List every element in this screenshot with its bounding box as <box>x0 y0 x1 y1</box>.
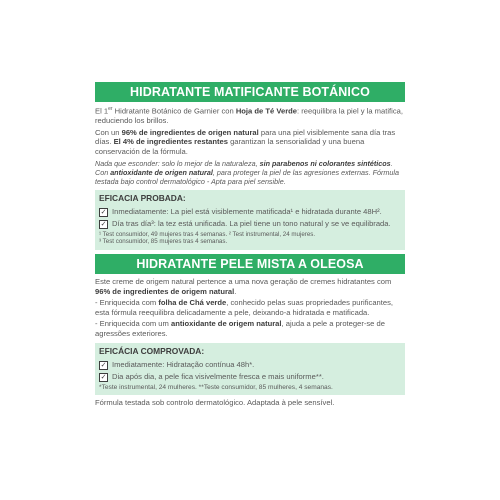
pt-efficacy-title: EFICÁCIA COMPROVADA: <box>99 345 205 356</box>
es-footnote-1: ¹ Test consumidor, 49 mujeres tras 4 semanas. ² Test instrumental, 24 mujeres. <box>99 230 316 238</box>
es-paragraph-2: Con un 96% de ingredientes de origen natural para una piel visiblemente sana día tras días. El 4% de ingredientes restantes garantizan la sensorialidad y una buena conservación de la fórmula. <box>95 127 396 156</box>
checkbox-checked-icon: ✓ <box>100 373 107 381</box>
pt-paragraph-2: - Enriquecida com folha de Chá verde, conhecido pelas suas propriedades purificantes, esta fórmula reequilibra delicadamente a pele, deixando-a hidratada e matificada. <box>95 298 394 317</box>
es-paragraph-3: Nada que esconder: solo lo mejor de la naturaleza, sin parabenos ni colorantes sintéticos. Con antioxidante de origen natural, para proteger la piel de las agresiones externas. Fórmula testada bajo control dermatológico - Apta para piel sensible. <box>95 158 400 186</box>
section-title-pt: HIDRATANTE PELE MISTA A OLEOSA <box>95 254 405 274</box>
pt-footer-note: Fórmula testada sob controlo dermatológico. Adaptada à pele sensível. <box>95 398 335 408</box>
es-efficacy-title: EFICACIA PROBADA: <box>99 192 186 203</box>
es-efficacy-box <box>95 190 405 250</box>
pt-paragraph-3: - Enriquecida com um antioxidante de origem natural, ajuda a pele a proteger-se de agressões exteriores. <box>95 319 385 338</box>
es-paragraph-1: El 1er Hidratante Botánico de Garnier con Hoja de Té Verde: reequilibra la piel y la matifica, reduciendo los brillos. <box>95 106 403 126</box>
es-footnote-2: ³ Test consumidor, 85 mujeres tras 4 semanas. <box>99 238 228 246</box>
pt-footnote-1: *Teste instrumental, 24 mulheres. **Teste consumidor, 85 mulheres, 4 semanas. <box>99 383 333 391</box>
pt-paragraph-1: Este creme de origem natural pertence a uma nova geração de cremes hidratantes com 96% de ingredientes de origem natural. <box>95 277 392 296</box>
checkbox-checked-icon: ✓ <box>100 208 107 216</box>
checkbox-checked-icon: ✓ <box>100 361 107 369</box>
section-pt <box>95 254 405 408</box>
pt-check-item-2: ✓ Dia após dia, a pele fica visivelmente fresca e mais uniforme**. <box>100 371 324 381</box>
section-es <box>95 82 405 250</box>
section-title-es: HIDRATANTE MATIFICANTE BOTÁNICO <box>95 82 405 102</box>
es-check-item-2: ✓ Día tras día³: la tez está unificada. La piel tiene un tono natural y se ve equilibrada. <box>100 218 391 228</box>
es-check-item-1: ✓ Inmediatamente: La piel está visiblemente matificada¹ e hidratada durante 48H². <box>100 206 382 216</box>
pt-check-item-1: ✓ Imediatamente: Hidratação contínua 48h*. <box>100 359 255 369</box>
checkbox-checked-icon: ✓ <box>100 220 107 228</box>
pt-efficacy-box <box>95 343 405 396</box>
